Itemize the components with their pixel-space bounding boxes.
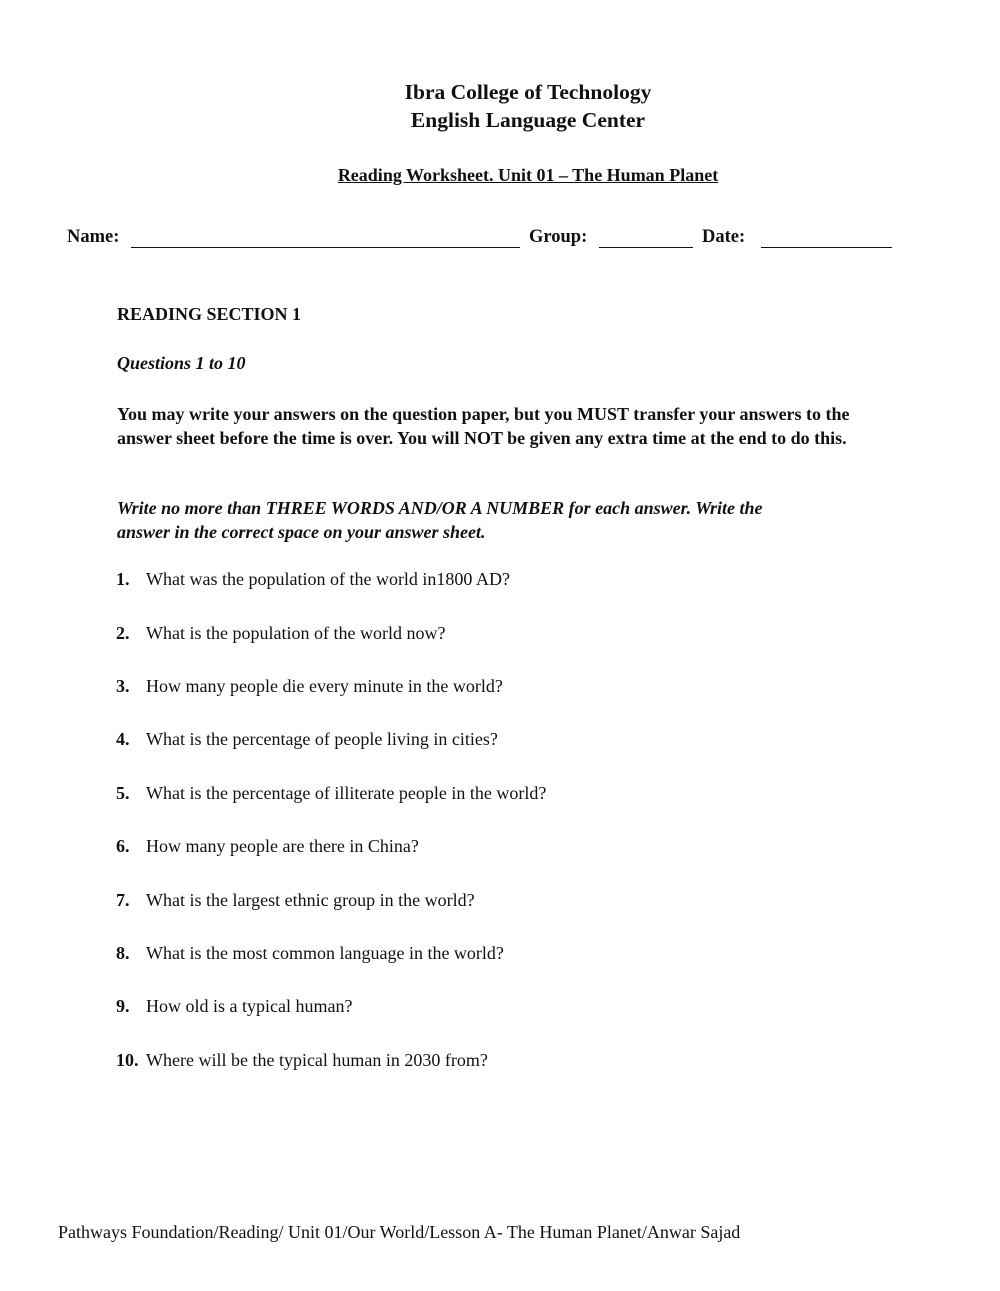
question-item <box>116 729 498 750</box>
question-number: 1. <box>116 569 130 589</box>
question-item <box>116 836 419 857</box>
question-item <box>116 783 546 804</box>
department-title: English Language Center <box>410 108 646 132</box>
date-label: Date: <box>702 227 746 247</box>
question-number: 8. <box>116 943 130 963</box>
question-item <box>116 1050 488 1071</box>
question-text: How many people are there in China? <box>146 836 419 856</box>
question-number: 4. <box>116 729 130 749</box>
question-number: 3. <box>116 676 130 696</box>
question-item <box>116 943 504 964</box>
question-text: What was the population of the world in1800 AD? <box>146 569 510 589</box>
question-item <box>116 623 445 644</box>
question-text: What is the percentage of people living in cities? <box>146 729 498 749</box>
question-item <box>116 996 352 1017</box>
name-label: Name: <box>67 227 120 247</box>
group-label: Group: <box>529 227 588 247</box>
question-text: What is the percentage of illiterate people in the world? <box>146 783 547 803</box>
question-number: 10. <box>116 1050 139 1070</box>
question-number: 9. <box>116 996 130 1016</box>
question-item <box>116 890 475 911</box>
question-text: How old is a typical human? <box>146 996 353 1016</box>
question-range: Questions 1 to 10 <box>117 353 246 373</box>
question-text: What is the population of the world now? <box>146 623 446 643</box>
section-heading: READING SECTION 1 <box>117 304 302 324</box>
group-field[interactable] <box>599 247 693 248</box>
question-text: What is the largest ethnic group in the world? <box>146 890 475 910</box>
instruction-text: You may write your answers on the question paper, but you MUST transfer your answers to the answer sheet before the time is over. You will NOT be given any extra time at the end to do this. <box>117 404 850 448</box>
date-field[interactable] <box>761 247 892 248</box>
question-item <box>116 676 503 697</box>
page-footer: Pathways Foundation/Reading/ Unit 01/Our World/Lesson A- The Human Planet/Anwar Sajad <box>58 1222 741 1242</box>
question-text: How many people die every minute in the world? <box>146 676 503 696</box>
name-field[interactable] <box>131 247 520 248</box>
question-text: Where will be the typical human in 2030 from? <box>146 1050 488 1070</box>
instruction-italic-text: Write no more than THREE WORDS AND/OR A NUMBER for each answer. Write the answer in the correct space on your answer sheet. <box>117 498 763 542</box>
question-number: 5. <box>116 783 130 803</box>
question-item <box>116 569 510 590</box>
worksheet-title: Reading Worksheet. Unit 01 – The Human Planet <box>337 165 719 185</box>
question-text: What is the most common language in the world? <box>146 943 504 963</box>
question-number: 7. <box>116 890 130 910</box>
question-number: 6. <box>116 836 130 856</box>
institution-title: Ibra College of Technology <box>404 80 652 104</box>
question-number: 2. <box>116 623 130 643</box>
